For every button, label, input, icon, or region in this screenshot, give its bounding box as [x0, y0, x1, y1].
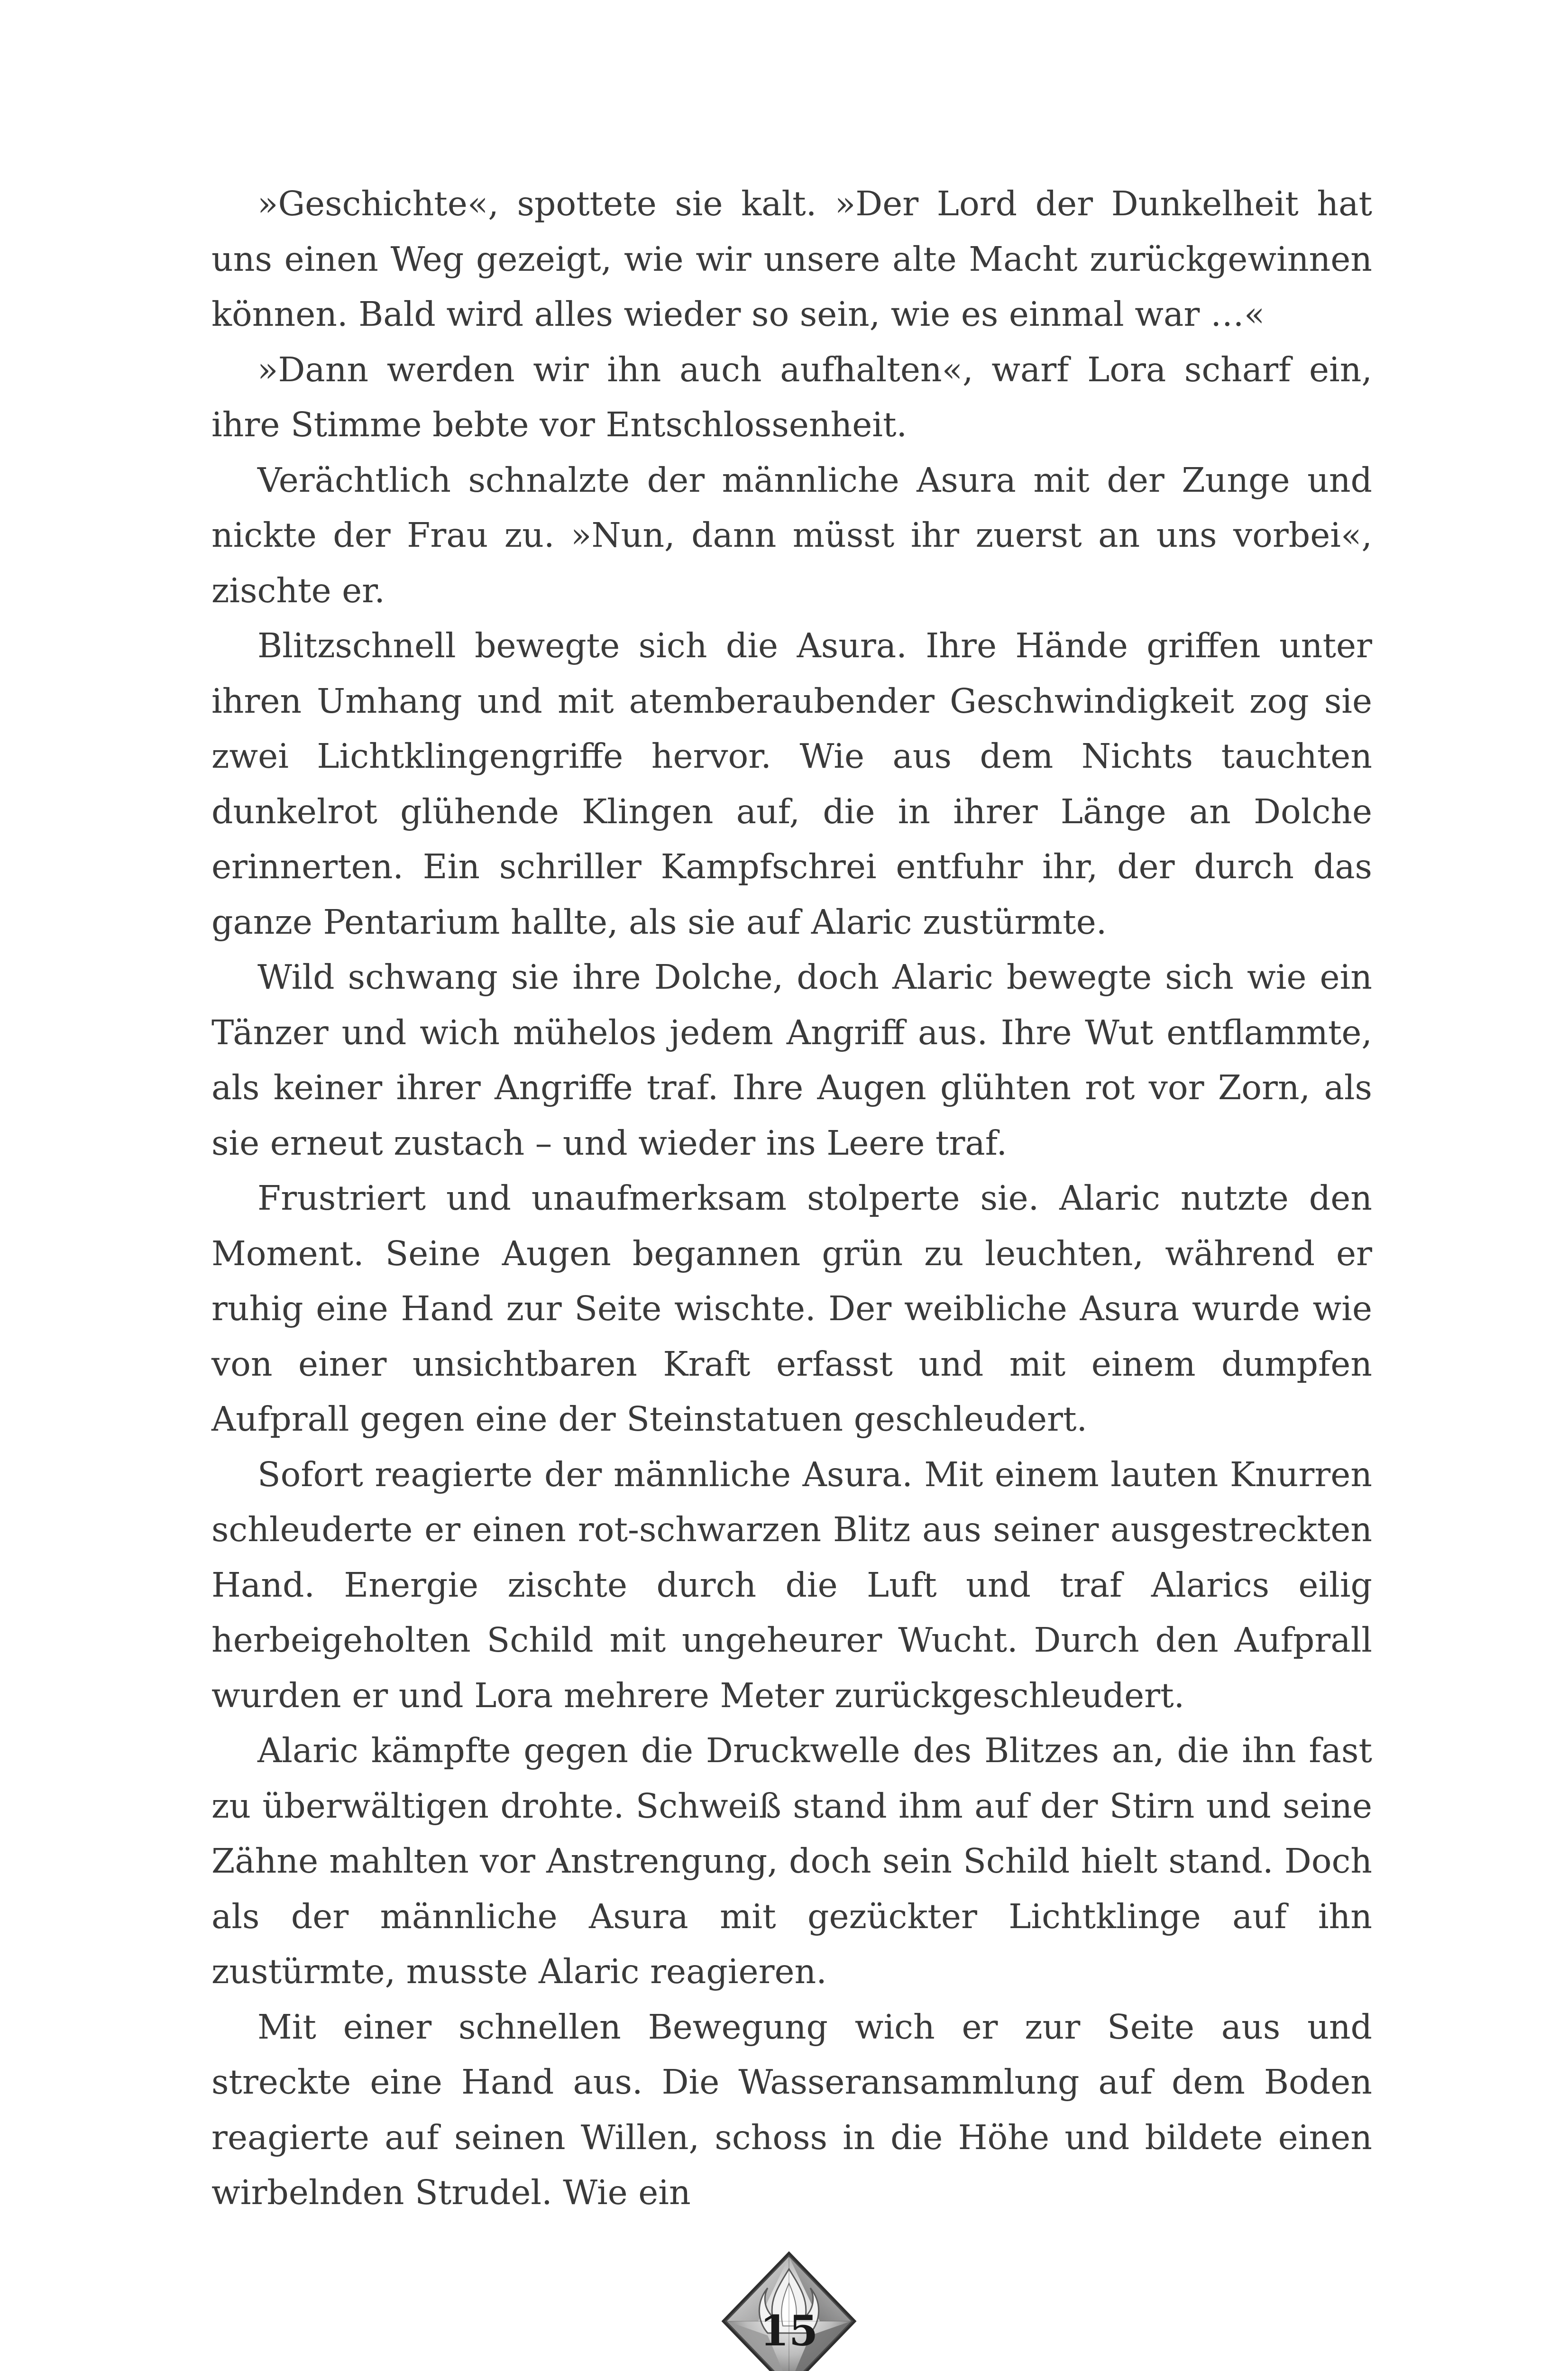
- paragraph-7: Sofort reagierte der männliche Asura. Mit einem lauten Knurren schleuderte er einen rot-schwarzen Blitz aus seiner ausgestreckten Hand. Energie zischte durch die Luft und traf Alarics eilig herbeigeholten Schild mit ungeheurer Wucht. Durch den Aufprall wurden er und Lora mehrere Meter zurückgeschleudert.: [211, 1454, 1372, 1715]
- paragraph-8: Alaric kämpfte gegen die Druckwelle des Blitzes an, die ihn fast zu überwältigen drohte. Schweiß stand ihm auf der Stirn und seine Zähne mahlten vor Anstrengung, doch sein Schild hielt stand. Doch als der männliche Asura mit gezückter Lichtklinge auf ihn zustürmte, musste Alaric reagieren.: [211, 1731, 1372, 1991]
- body-text: [211, 176, 1372, 2221]
- paragraph-9: Mit einer schnellen Bewegung wich er zur Seite aus und streckte eine Hand aus. Die Wasseransammlung auf dem Boden reagierte auf seinen Willen, schoss in die Höhe und bildete einen wirbelnden Strudel. Wie ein: [211, 2007, 1372, 2212]
- paragraph-6: Frustriert und unaufmerksam stolperte sie. Alaric nutzte den Moment. Seine Augen begannen grün zu leuchten, während er ruhig eine Hand zur Seite wischte. Der weibliche Asura wurde wie von einer unsichtbaren Kraft erfasst und mit einem dumpfen Aufprall gegen eine der Steinstatuen geschleudert.: [211, 1178, 1372, 1439]
- paragraph-2: »Dann werden wir ihn auch aufhalten«, warf Lora scharf ein, ihre Stimme bebte vor Entschlossenheit.: [211, 349, 1372, 444]
- paragraph-5: Wild schwang sie ihre Dolche, doch Alaric bewegte sich wie ein Tänzer und wich mühelos jedem Angriff aus. Ihre Wut entflammte, als keiner ihrer Angriffe traf. Ihre Augen glühten rot vor Zorn, als sie erneut zustach – und wieder ins Leere traf.: [211, 957, 1372, 1163]
- paragraph-1: »Geschichte«, spottete sie kalt. »Der Lord der Dunkelheit hat uns einen Weg gezeigt, wie wir unsere alte Macht zurückgewinnen können. Bald wird alles wieder so sein, wie es einmal war …«: [211, 184, 1372, 334]
- page-number: 15: [760, 2306, 818, 2355]
- paragraph-4: Blitzschnell bewegte sich die Asura. Ihre Hände griffen unter ihren Umhang und mit atemberaubender Geschwindigkeit zog sie zwei Lichtklingengriffe hervor. Wie aus dem Nichts tauchten dunkelrot glühende Klingen auf, die in ihrer Länge an Dolche erinnerten. Ein schriller Kampfschrei entfuhr ihr, der durch das ganze Pentarium hallte, als sie auf Alaric zustürmte.: [211, 626, 1372, 942]
- paragraph-3: Verächtlich schnalzte der männliche Asura mit der Zunge und nickte der Frau zu. »Nun, dann müsst ihr zuerst an uns vorbei«, zischte er.: [211, 460, 1372, 610]
